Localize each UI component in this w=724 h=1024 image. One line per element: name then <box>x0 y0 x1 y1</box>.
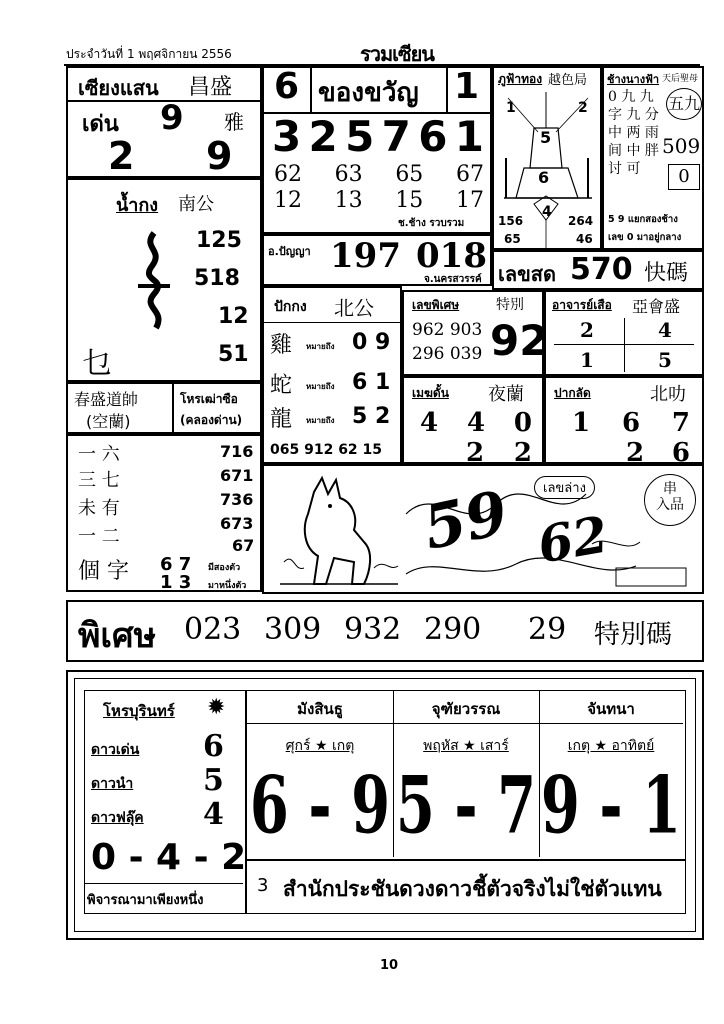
khongkhwan-left-num: 6 <box>274 66 300 107</box>
pair-right: 9 <box>206 134 233 178</box>
lekphiset-cn: 特別 <box>496 297 524 313</box>
namkong-box <box>66 178 262 382</box>
phufathong-cn: 越色局 <box>548 73 588 88</box>
page-number: 10 <box>380 958 399 973</box>
col-header-line <box>247 723 683 724</box>
medan-box <box>402 376 544 468</box>
paklat-title: ปากลัด <box>554 386 591 400</box>
lekhsot-box <box>492 250 704 290</box>
chunsheng-th-2: (คลองด่าน) <box>180 413 243 427</box>
illustration-numbers-1: 59 <box>417 478 514 564</box>
lekphiset-row2: 296 039 <box>412 344 483 364</box>
paklat-digit: 6 <box>621 408 641 438</box>
achansuea-cell-3: 1 <box>580 348 594 372</box>
horaburin-combo: 0 - 4 - 2 <box>91 837 247 878</box>
illustration-numbers-2: 62 <box>533 504 613 575</box>
changnangfa-cn-handwritten: 0 九 九 字 九 分 中 两 雨 间 中 胖 讨 可 <box>608 89 659 177</box>
issue-date: ประจำวันที่ 1 พฤศจิกายน 2556 <box>66 47 232 61</box>
pair-left: 2 <box>108 134 135 178</box>
astro-columns <box>246 690 686 860</box>
changnangfa-handwritten: 509 <box>662 134 701 158</box>
col-2-title: จุฑัยวรรณ <box>431 700 501 718</box>
horaburin-box <box>84 690 246 914</box>
digit-5: 6 <box>418 112 448 161</box>
handwritten-cn-5: 個 字 <box>78 559 129 584</box>
khongkhwan-title: ของขวัญ <box>318 78 419 108</box>
digit-6: 1 <box>454 112 484 161</box>
phufathong-n1: 1 <box>506 100 516 116</box>
row1-num: 65 <box>395 162 424 187</box>
khongkhwan-digits <box>272 112 484 161</box>
pakkong-row1-value: 0 9 <box>352 330 391 355</box>
chiangsaen-title: เซียงแสน <box>78 76 159 100</box>
digit-4: 7 <box>381 112 411 161</box>
col-1-value: 6 - 9 <box>249 759 391 853</box>
chunsheng-box <box>66 382 262 434</box>
achansuea-cell-1: 2 <box>580 318 594 342</box>
horaburin-row3-label: ดาวฟลุ๊ค <box>91 810 144 826</box>
horaburin-row2-label: ดาวนำ <box>91 776 134 792</box>
pakkong-box <box>262 286 402 464</box>
lekphiset-row1: 962 903 <box>412 320 483 340</box>
medan-digit: 4 <box>420 408 439 438</box>
row2-num: 17 <box>455 188 484 213</box>
horaburin-row1-value: 6 <box>203 729 224 764</box>
achansuea-cell-2: 4 <box>658 318 672 342</box>
list-num-5: 67 <box>232 536 255 555</box>
paklat-cn: 北叻 <box>650 384 686 405</box>
phiset-bar-num-3: 932 <box>344 612 402 647</box>
namkong-cn-handwritten: 乜 <box>82 346 112 381</box>
khongkhwan-credit: ช.ช้าง รวบรวม <box>398 218 465 229</box>
snake-glyph-icon: 蛇 <box>270 373 293 398</box>
lekhsot-label: เลขสด <box>498 262 556 286</box>
panya-box <box>262 234 492 286</box>
handwritten-cn-4: 一 二 <box>78 526 120 547</box>
phiset-bar-two: 29 <box>528 612 567 647</box>
row1-num: 63 <box>334 162 363 187</box>
pakkong-row3-label: หมายถึง <box>306 416 335 425</box>
horaburin-footer: พิจารณามาเพียงหนึ่ง <box>87 893 204 908</box>
col-3-stars: เกตุ ★ อาทิตย์ <box>567 738 655 754</box>
col-1-stars: ศุกร์ ★ เกตุ <box>285 738 355 754</box>
phufathong-n5: 5 <box>540 128 552 147</box>
digit-1: 3 <box>272 112 302 161</box>
digit-3: 5 <box>345 112 375 161</box>
panya-credit: จ.นครสวรรค์ <box>424 274 482 285</box>
col-3-value: 9 - 1 <box>540 759 682 853</box>
pakkong-title: ปักกง <box>274 299 307 315</box>
horaburin-title: โหรบุรินทร์ <box>103 702 175 720</box>
row1-num: 62 <box>274 162 302 187</box>
col-2-value: 5 - 7 <box>395 759 537 853</box>
paklat-digit: 1 <box>572 408 591 438</box>
illustration-cn-circle-icon: 串 入品 <box>644 474 696 526</box>
pakkong-row3-value: 5 2 <box>352 404 391 429</box>
lekhsot-value: 570 <box>570 252 633 287</box>
medan-cn: 夜蘭 <box>488 384 524 405</box>
horaburin-row1-label: ดาวเด่น <box>91 742 140 758</box>
changnangfa-title: ช้างนางฟ้า <box>607 73 660 86</box>
phufathong-title: ภูฟ้าทอง <box>498 72 543 86</box>
phiset-bar <box>66 600 704 662</box>
illustration-box <box>262 464 704 594</box>
phufathong-n2: 2 <box>578 100 588 116</box>
changnangfa-line1: 5 9 แยกสองช้าง <box>608 214 678 225</box>
list-num-4: 673 <box>220 514 254 533</box>
namkong-num-4: 51 <box>218 342 249 367</box>
illustration-bubble: เลขล่าง <box>534 476 595 499</box>
handwritten-cn-1: 一 六 <box>78 444 120 465</box>
khongkhwan-row2 <box>274 188 484 213</box>
achansuea-vline <box>624 318 625 372</box>
khongkhwan-row1 <box>274 162 484 187</box>
dragon-glyph-icon: 龍 <box>270 407 293 432</box>
col-3-title: จันทนา <box>587 700 635 718</box>
namkong-num-3: 12 <box>218 304 249 329</box>
changnangfa-zero: 0 <box>668 164 700 190</box>
pakkong-row2-value: 6 1 <box>352 370 391 395</box>
phiset-bar-num-1: 023 <box>184 612 242 647</box>
chunsheng-cn-1: 春盛道帥 <box>74 390 139 409</box>
phiset-bar-num-2: 309 <box>264 612 322 647</box>
two-digit-1-label: มีสองตัว <box>208 563 241 573</box>
medan-digit: 2 <box>466 438 485 468</box>
phiset-bar-cn: 特別碼 <box>594 620 673 650</box>
chunsheng-divider <box>172 384 174 432</box>
chunsheng-cn-2: (空蘭) <box>86 412 131 431</box>
lekphiset-big: 92 <box>490 316 549 365</box>
row2-num: 13 <box>334 188 363 213</box>
two-digit-1: 6 7 <box>160 554 192 575</box>
digit-2: 2 <box>308 112 338 161</box>
brand-logo: รวมเซียน <box>360 42 434 66</box>
phufathong-n6: 6 <box>538 168 550 187</box>
namkong-title: น้ำกง <box>116 195 159 216</box>
panya-label: อ.ปัญญา <box>268 245 311 258</box>
namkong-num-2: 518 <box>194 266 240 291</box>
phufathong-bl2: 65 <box>504 232 521 246</box>
paklat-digit: 7 <box>671 408 690 438</box>
phufathong-br2: 46 <box>576 232 593 246</box>
achansuea-cn: 亞會盛 <box>632 297 681 316</box>
list-num-3: 736 <box>220 490 254 509</box>
paklat-row1 <box>572 408 690 438</box>
medan-digit: 0 <box>513 408 532 438</box>
horaburin-row2-value: 5 <box>203 763 224 798</box>
phufathong-br1: 264 <box>568 214 594 228</box>
pakkong-cn: 北公 <box>334 296 374 320</box>
handwritten-cn-3: 未 有 <box>78 498 120 519</box>
footer-note-num: 3 <box>257 875 269 896</box>
col-2-stars: พฤหัส ★ เสาร์ <box>423 738 509 754</box>
namkong-symbol-icon <box>124 228 184 338</box>
chiangsaen-box <box>66 66 262 178</box>
lekhsot-cn: 快碼 <box>644 261 689 286</box>
chiangsaen-cn: 昌盛 <box>188 75 233 100</box>
achansuea-hline <box>554 344 694 345</box>
namkong-cn: 南公 <box>178 194 214 215</box>
paklat-digit: 6 <box>671 438 690 468</box>
two-digit-2-label: มาหนึ่งตัว <box>208 581 247 591</box>
footer-note-box <box>246 860 686 914</box>
medan-digit: 2 <box>513 438 532 468</box>
phufathong-box <box>492 66 602 250</box>
changnangfa-circled-icon: 五九 <box>666 88 702 120</box>
den-label: เด่น <box>82 112 119 137</box>
handwritten-list-box <box>66 434 262 592</box>
lekphiset-box <box>402 290 549 376</box>
list-num-1: 716 <box>220 442 254 461</box>
sun-icon: ✹ <box>207 695 226 720</box>
horaburin-row3-value: 4 <box>203 797 224 832</box>
footer-note-text: สำนักประชันดวงดาวชี้ตัวจริงไม่ใช่ตัวแทน <box>283 877 662 901</box>
dog-illustration-icon <box>274 472 404 590</box>
namkong-num-1: 125 <box>196 228 242 253</box>
medan-digit: 4 <box>466 408 486 438</box>
phiset-bar-num-4: 290 <box>424 612 482 647</box>
row2-num: 15 <box>395 188 424 213</box>
col-1-title: มังสินธู <box>297 700 343 718</box>
achansuea-title: อาจารย์เสือ <box>552 298 612 312</box>
den-value: 9 <box>160 98 184 138</box>
panya-value: 197 <box>330 236 401 276</box>
medan-title: เมฆดั้น <box>412 386 449 400</box>
horaburin-footer-divider <box>85 883 243 884</box>
den-cn: 雅 <box>224 110 244 134</box>
khongkhwan-right-num: 1 <box>454 66 480 107</box>
pakkong-footer: 065 912 62 15 <box>270 442 383 458</box>
phufathong-bl1: 156 <box>498 214 524 228</box>
chicken-glyph-icon: 雞 <box>270 333 293 358</box>
phufathong-n4: 4 <box>542 204 552 220</box>
panya-value-2: 018 <box>416 236 487 276</box>
row2-num: 12 <box>274 188 302 213</box>
paklat-digit: 2 <box>626 438 645 468</box>
phiset-bar-title: พิเศษ <box>78 616 157 656</box>
achansuea-box <box>544 290 704 376</box>
pakkong-divider <box>264 322 400 323</box>
row1-num: 67 <box>455 162 484 187</box>
handwritten-cn-2: 三 七 <box>78 470 120 491</box>
khongkhwan-box <box>262 66 492 234</box>
changnangfa-box <box>602 66 704 250</box>
medan-row1 <box>420 408 532 438</box>
list-num-2: 671 <box>220 466 254 485</box>
paklat-box <box>544 376 704 468</box>
lekphiset-title: เลขพิเศษ <box>412 298 460 312</box>
achansuea-cell-4: 5 <box>658 348 672 372</box>
pakkong-row2-label: หมายถึง <box>306 382 335 391</box>
changnangfa-cn: 天后聖母 <box>662 74 699 84</box>
two-digit-2: 1 3 <box>160 572 192 593</box>
chunsheng-th-1: โหรเฒ่าซือ <box>180 392 238 406</box>
changnangfa-line2: เลข 0 มาอยู่กลาง <box>608 232 682 243</box>
pakkong-row1-label: หมายถึง <box>306 342 335 351</box>
